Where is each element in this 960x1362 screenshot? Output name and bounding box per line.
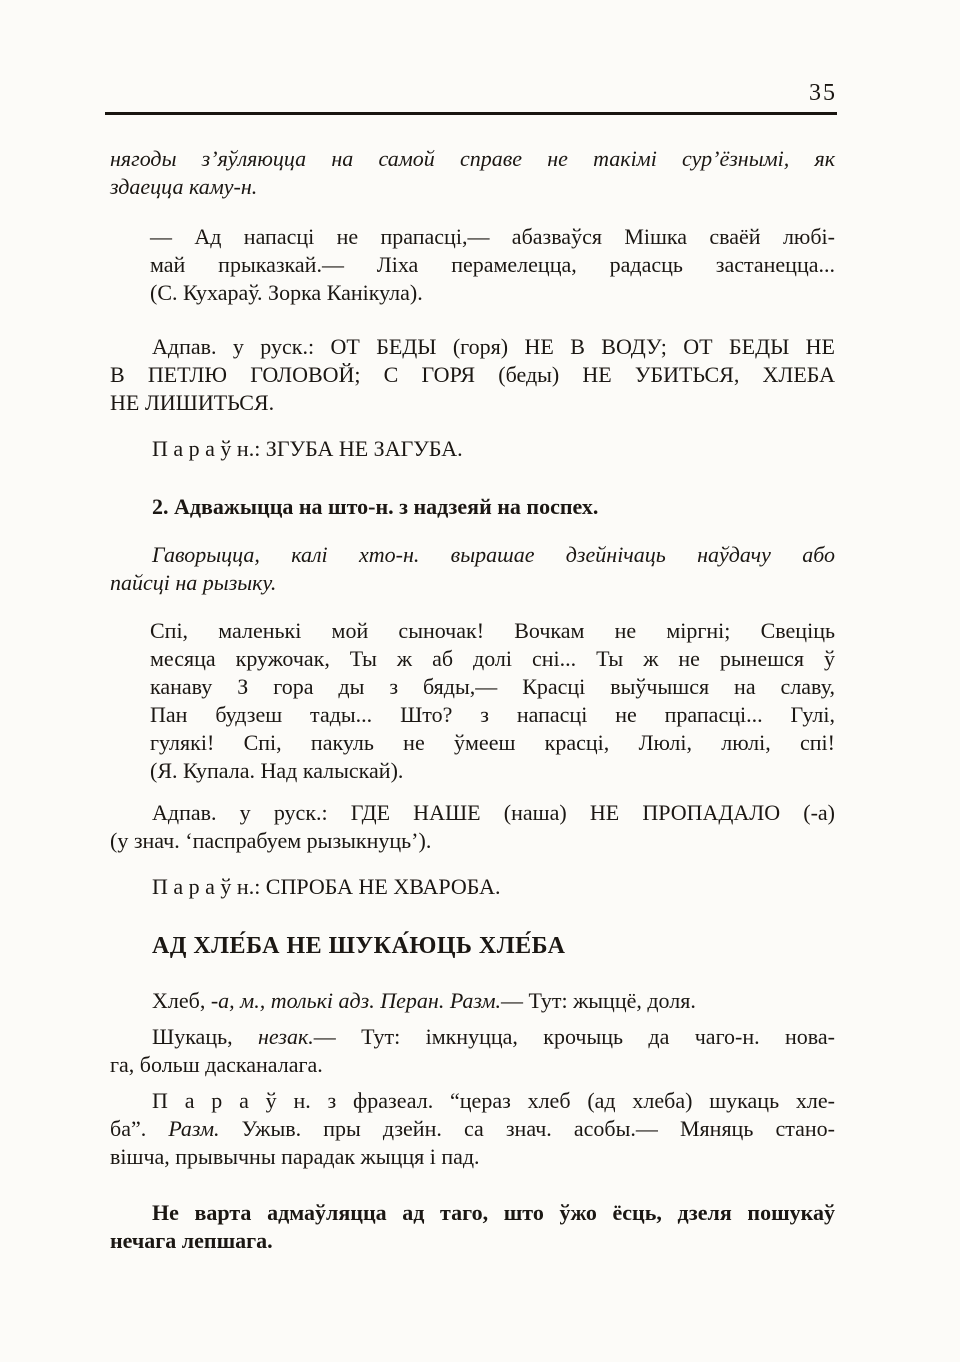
text-line: 2. Адважыцца на што-н. з надзеяй на поспех. — [152, 494, 599, 519]
text-line: (С. Кухараў. Зорка Канікула). — [150, 280, 423, 305]
quote-kupala — [150, 617, 835, 785]
text-line: П а р а ў н.: СПРОБА НЕ ХВАРОБА. — [152, 874, 501, 899]
compare-3 — [110, 1087, 835, 1171]
continuation-paragraph — [110, 145, 835, 201]
usage-note — [110, 541, 835, 597]
entry-headword — [110, 931, 835, 961]
text-line: месяца кружочак, Ты ж аб долі сні... Ты ж не рынешся ў — [150, 646, 835, 671]
page-body — [110, 145, 835, 1255]
text-line: НЕ ЛИШИТЬСЯ. — [110, 390, 275, 415]
text-line: Не варта адмаўляцца ад таго, што ўжо ёсць, дзеля пошукаў — [152, 1200, 835, 1225]
quote-kukharau — [150, 223, 835, 307]
text-line: май прыказкай.— Ліха перамелецца, радасць застанецца... — [150, 252, 835, 277]
russian-equivalents-2 — [110, 799, 835, 855]
text-line: канаву З гора ды з бяды,— Красці выўчышся на славу, — [150, 674, 835, 699]
gloss-khleb — [110, 987, 835, 1015]
text-line: Хлеб, -а, м., толькі адз. Перан. Разм.— Тут: жыццё, доля. — [152, 988, 696, 1013]
page-header — [105, 0, 837, 115]
russian-equivalents-1 — [110, 333, 835, 417]
text-line: П а р а ў н. з фразеал. “цераз хлеб (ад хлеба) шукаць хле- — [152, 1088, 835, 1113]
text-line: Пан будзеш тады... Што? з напасці не прапасці... Гулі, — [150, 702, 835, 727]
text-line: П а р а ў н.: ЗГУБА НЕ ЗАГУБА. — [152, 436, 463, 461]
text-line: пайсці на рызыку. — [110, 570, 277, 595]
text-line: нечага лепшага. — [110, 1228, 273, 1253]
text-line: АД ХЛЕ́БА НЕ ШУКА́ЮЦЬ ХЛЕ́БА — [152, 933, 566, 959]
compare-1 — [110, 435, 835, 463]
sense-2-heading — [110, 493, 835, 521]
definition-bold — [110, 1199, 835, 1255]
text-line: здаецца каму-н. — [110, 174, 258, 199]
text-line: Гаворыцца, калі хто-н. вырашае дзейнічаць наўдачу або — [152, 542, 835, 567]
header-rule — [105, 112, 837, 115]
text-line: (Я. Купала. Над калыскай). — [150, 758, 404, 783]
text-line: ба”. Разм. Ужыв. пры дзейн. са знач. асобы.— Мяняць стано- — [110, 1116, 835, 1141]
text-line: В ПЕТЛЮ ГОЛОВОЙ; С ГОРЯ (беды) НЕ УБИТЬСЯ, ХЛЕБА — [110, 362, 835, 387]
text-line: Шукаць, незак.— Тут: імкнуцца, крочыць да чаго-н. нова- — [152, 1024, 835, 1049]
text-line: га, больш дасканалага. — [110, 1052, 323, 1077]
text-line: Адпав. у руск.: ОТ БЕДЫ (горя) НЕ В ВОДУ; ОТ БЕДЫ НЕ — [152, 334, 835, 359]
compare-2 — [110, 873, 835, 901]
page-number: 35 — [809, 80, 837, 106]
text-line: (у знач. ‘паспрабуем рызыкнуць’). — [110, 828, 432, 853]
text-line: гулякі! Спі, пакуль не ўмееш красці, Люлі, люлі, спі! — [150, 730, 835, 755]
text-line: Адпав. у руск.: ГДЕ НАШЕ (наша) НЕ ПРОПАДАЛО (-а) — [152, 800, 835, 825]
text-line: — Ад напасці не прапасці,— абазваўся Мішка сваёй любі- — [150, 224, 835, 249]
text-line: вішча, прывычны парадак жыцця і пад. — [110, 1144, 480, 1169]
gloss-shukats — [110, 1023, 835, 1079]
text-line: Спі, маленькі мой сыночак! Вочкам не міргні; Свеціць — [150, 618, 835, 643]
text-line: нягоды з’яўляюцца на самой справе не такімі сур’ёзнымі, як — [110, 146, 835, 171]
